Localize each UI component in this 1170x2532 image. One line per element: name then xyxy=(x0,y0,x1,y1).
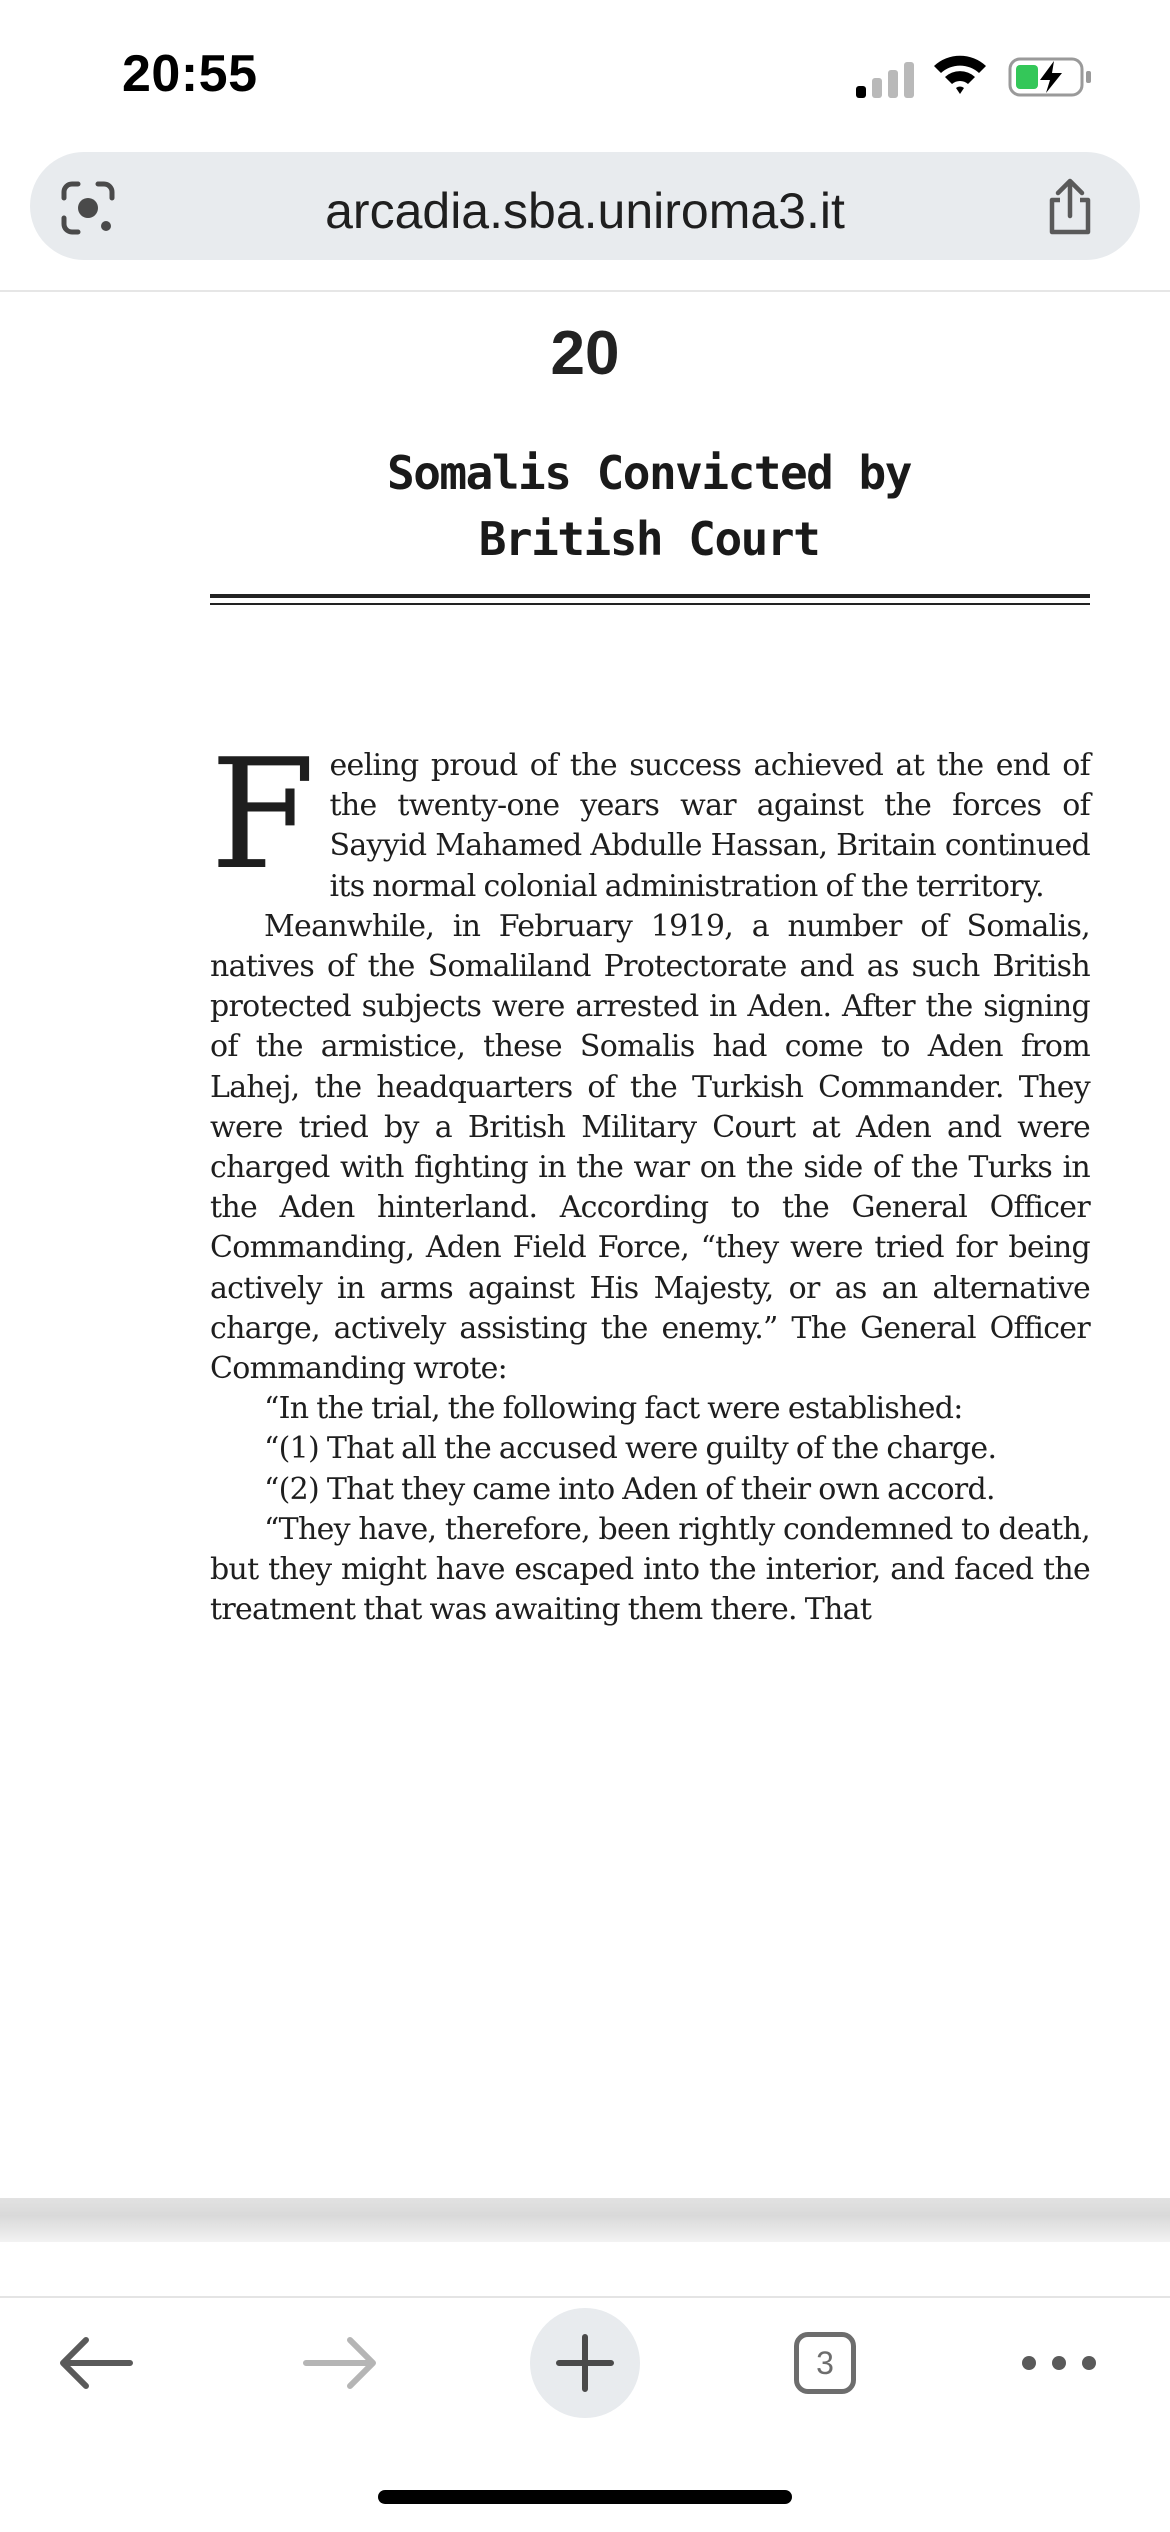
plus-icon xyxy=(530,2308,640,2418)
paragraph: “They have, therefore, been rightly condemned to death, but they might have escaped into the interior, and faced the treatment that was awaiting them there. That xyxy=(210,1511,1090,1628)
title-rule-thin xyxy=(210,603,1090,605)
back-button[interactable] xyxy=(40,2308,150,2418)
document-body xyxy=(210,726,1090,1630)
url-text[interactable]: arcadia.sba.uniroma3.it xyxy=(325,183,845,239)
forward-button[interactable] xyxy=(286,2308,396,2418)
address-bar[interactable] xyxy=(30,152,1140,260)
toolbar-divider xyxy=(0,2296,1170,2298)
paragraph-text: eeling proud of the success achieved at the end of the twenty-one years war against the forces of Sayyid Mahamed Abdulle Hassan, Britain continued its normal colonial administration of the territory. xyxy=(329,748,1090,904)
share-icon[interactable] xyxy=(1042,176,1098,238)
paragraph xyxy=(210,726,1090,907)
page-end-shadow xyxy=(0,2198,1170,2242)
forward-arrow-icon xyxy=(286,2308,396,2418)
tabs-button[interactable] xyxy=(770,2308,880,2418)
paragraph: “(1) That all the accused were guilty of the charge. xyxy=(264,1431,997,1467)
address-bar-divider xyxy=(0,290,1170,292)
chapter-title-line-2: British Court xyxy=(478,512,820,566)
cellular-signal-icon xyxy=(856,58,916,98)
drop-cap: F xyxy=(210,726,316,903)
status-time: 20:55 xyxy=(122,45,258,103)
chapter-title xyxy=(0,440,1170,572)
chapter-title-line-1: Somalis Convicted by xyxy=(387,446,911,500)
paragraph: Meanwhile, in February 1919, a number of Somalis, natives of the Somaliland Protectorate and as such British protected subjects were arrested in Aden. After the signing of the armistice, these Somalis had come to Aden from Lahej, the headquarters of the Turkish Commander. They were tried by a British Military Court at Aden and were charged with fighting in the war on the side of the Turks in the Aden hinterland. According to the General Officer Commanding, Aden Field Force, “they were tried for being actively in arms against His Majesty, or as an alternative charge, actively assisting the enemy.” The General Officer Commanding wrote: xyxy=(210,908,1090,1387)
paragraph: “In the trial, the following fact were established: xyxy=(264,1391,963,1427)
wifi-icon xyxy=(932,52,988,96)
new-tab-button[interactable] xyxy=(530,2308,640,2418)
paragraph: “(2) That they came into Aden of their own accord. xyxy=(264,1471,995,1507)
battery-charging-icon xyxy=(1008,56,1094,98)
tab-count: 3 xyxy=(794,2332,856,2394)
title-rule xyxy=(210,594,1090,598)
more-dots-icon xyxy=(1004,2308,1114,2418)
back-arrow-icon xyxy=(40,2308,150,2418)
chapter-number: 20 xyxy=(550,319,620,388)
home-indicator xyxy=(378,2490,792,2504)
more-button[interactable] xyxy=(1004,2308,1114,2418)
